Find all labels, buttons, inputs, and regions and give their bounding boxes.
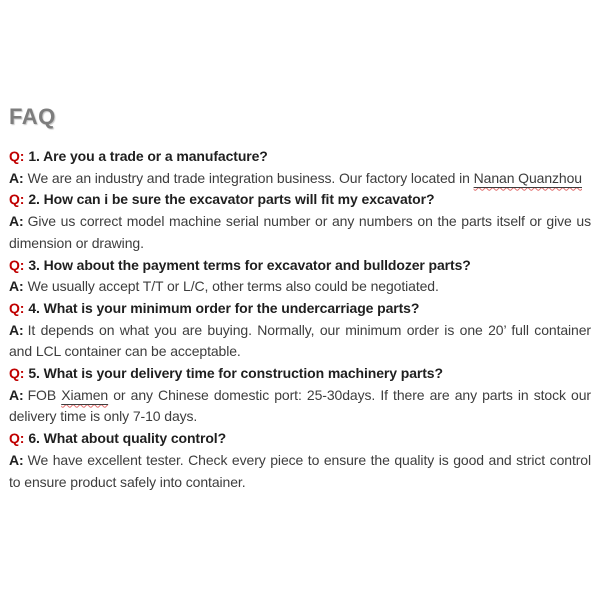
faq-answer	[9, 385, 591, 428]
a-label: A:	[9, 386, 24, 403]
answer-text: It depends on what you are buying. Normally, our minimum order is one 20’ full container and LCL container can be acceptable.	[9, 321, 591, 360]
answer-text: FOB	[27, 386, 62, 403]
page-title: FAQ	[9, 104, 56, 129]
faq-question	[9, 428, 591, 450]
q-label: Q:	[9, 191, 25, 208]
question-text: 2. How can i be sure the excavator parts will fit my excavator?	[28, 191, 435, 208]
faq-question	[9, 146, 591, 168]
answer-text: Give us correct model machine serial number or any numbers on the parts itself or give us dimension or drawing.	[9, 213, 591, 251]
q-label: Q:	[9, 430, 25, 447]
answer-text: or any Chinese domestic port: 25-30days. If there are any parts in stock our delivery time is only 7-10 days.	[9, 386, 591, 425]
faq-question	[9, 255, 591, 277]
answer-underlined-term: Nanan Quanzhou	[473, 169, 582, 186]
answer-text: We have excellent tester. Check every piece to ensure the quality is good and strict control to ensure product safely into container.	[9, 451, 591, 490]
faq-question	[9, 298, 591, 320]
a-label: A:	[9, 278, 24, 295]
faq-question	[9, 189, 591, 211]
answer-text: We are an industry and trade integration business. Our factory located in	[27, 169, 474, 186]
q-label: Q:	[9, 148, 25, 164]
spellcheck-underline	[474, 170, 582, 186]
faq-answer	[9, 168, 591, 190]
question-text: 3. How about the payment terms for excavator and bulldozer parts?	[28, 256, 471, 273]
q-label: Q:	[9, 365, 25, 382]
answer-text: We usually accept T/T or L/C, other terms also could be negotiated.	[27, 278, 439, 295]
q-label: Q:	[9, 299, 25, 316]
a-label: A:	[9, 321, 24, 338]
faq-answer	[9, 450, 591, 493]
faq-answer	[9, 211, 591, 254]
question-text: 1. Are you a trade or a manufacture?	[28, 148, 268, 164]
answer-underlined-term: Xiamen	[61, 386, 109, 403]
faq-question	[9, 363, 591, 385]
a-label: A:	[9, 451, 24, 468]
q-label: Q:	[9, 256, 25, 273]
spellcheck-underline	[61, 387, 108, 403]
faq-answer	[9, 320, 591, 363]
faq-answer	[9, 276, 591, 298]
a-label: A:	[9, 213, 24, 230]
question-text: 4. What is your minimum order for the undercarriage parts?	[28, 299, 420, 316]
question-text: 5. What is your delivery time for construction machinery parts?	[28, 365, 443, 382]
a-label: A:	[9, 169, 24, 186]
question-text: 6. What about quality control?	[28, 430, 227, 447]
